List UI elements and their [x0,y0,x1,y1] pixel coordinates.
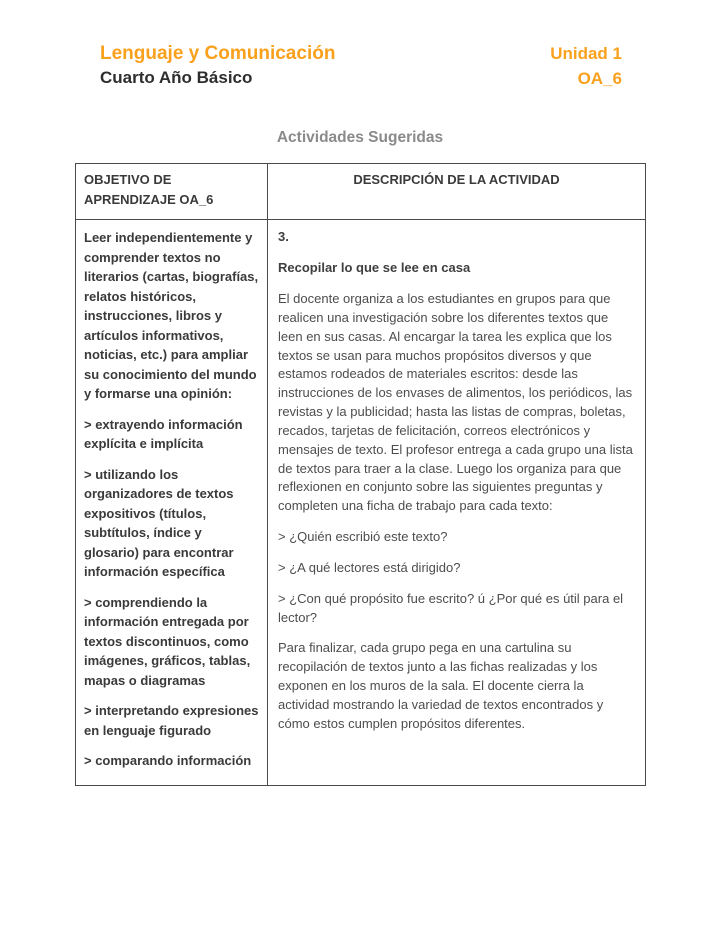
objective-column-header: OBJETIVO DE APRENDIZAJE OA_6 [76,164,268,220]
table-body [76,220,646,786]
table-row [76,220,646,786]
objective-cell [76,220,268,786]
oa-label: OA_6 [577,68,622,88]
table-head [76,164,646,220]
page-title: Actividades Sugeridas [276,129,444,147]
activity-closing: Para finalizar, cada grupo pega en una cartulina su recopilación de textos junto a las fichas realizadas y los exponen en los muros de la sala. El docente cierra la actividad mostrando la variedad de textos encontrados y cómo estos cumplen propósitos diferentes. [278,640,604,731]
activity-subtitle: Recopilar lo que se lee en casa [278,260,471,276]
objective-bullet-4: > interpretando expresiones en lenguaje figurado [84,703,259,738]
objective-bullet-2: > utilizando los organizadores de textos expositivos (títulos, subtítulos, índice y glosario) para encontrar información específica [84,466,234,580]
activity-question-1: > ¿Quién escribió este texto? [278,529,448,545]
objective-bullet-3: > comprendiendo la información entregada por textos discontinuos, como imágenes, gráficos, tablas, mapas o diagramas [84,594,251,688]
activity-cell [268,220,646,786]
activity-question-3: > ¿Con qué propósito fue escrito? ú ¿Por qué es útil para el lector? [278,590,624,625]
header-left-block [100,42,335,90]
objective-bullet-1: > extrayendo información explícita e implícita [84,416,243,452]
activity-number: 3. [278,229,289,245]
unit-label: Unidad 1 [550,44,622,63]
table-header-row [76,164,646,220]
activity-question-2: > ¿A qué lectores está dirigido? [278,559,461,575]
activity-body: El docente organiza a los estudiantes en grupos para que realicen una investigación sobre los diferentes textos que leen en sus casas. Al encargar la tarea les explica que los textos se usan para muchos propósitos diversos y que estamos rodeados de materiales escritos: desde las instrucciones de los envases de alimentos, los periódicos, las revistas y la publicidad; hasta las listas de compras, boletas, recados, tarjetas de felicitación, correos electrónicos y mensajes de texto. El profesor entrega a cada grupo una lista de textos para traer a la clase. Luego los organiza para que reflexionen en conjunto sobre las siguientes preguntas y completen una ficha de trabajo para cada texto: [278,290,633,514]
objective-bullet-5: > comparando información [84,753,252,769]
activities-table [75,163,646,786]
description-column-header: DESCRIPCIÓN DE LA ACTIVIDAD [268,164,646,220]
course-title: Lenguaje y Comunicación [100,43,336,64]
grade-title: Cuarto Año Básico [100,67,253,87]
objective-intro: Leer independientemente y comprender textos no literarios (cartas, biografías, relatos históricos, instrucciones, libros y artículos informativos, noticias, etc.) para ampliar su conocimiento del mundo y formarse una opinión: [84,230,259,402]
document-header [0,0,720,91]
header-right-block [550,42,622,91]
